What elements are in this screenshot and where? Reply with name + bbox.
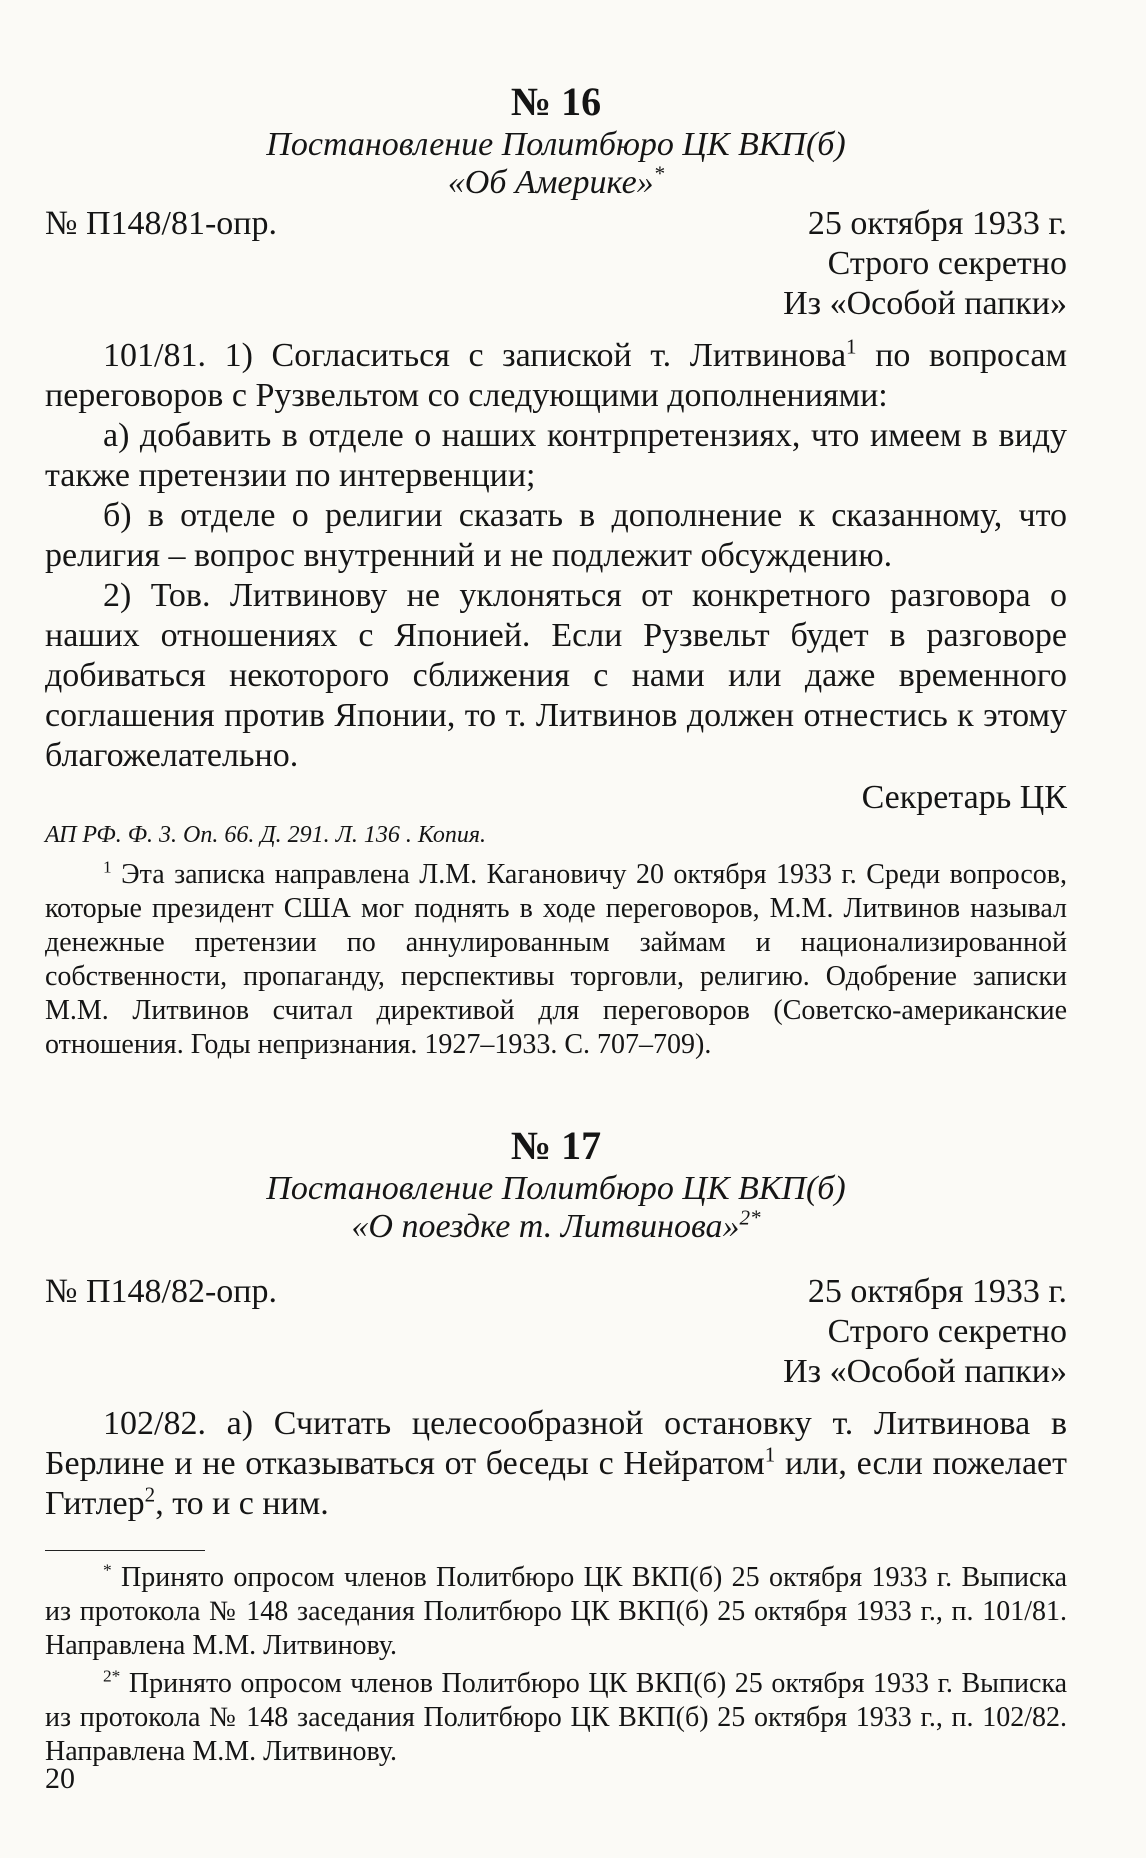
footnote-mark: 1 xyxy=(764,1442,776,1467)
document-number: № 17 xyxy=(510,1123,602,1168)
document-16 xyxy=(45,80,1067,1062)
footnote xyxy=(45,858,1067,1062)
footnote-mark: 2* xyxy=(739,1205,761,1230)
page-content xyxy=(45,80,1067,1769)
title-text: «О поездке т. Литвинова» xyxy=(351,1208,740,1245)
footnote-text: Эта записка направлена Л.М. Кагановичу 20 октября 1933 г. Среди вопросов, которые президент США мог поднять в ходе переговоров, М.М. Литвинов называл денежные претензии по аннулированным займам и национализированной собственности, пропаганду, перспективы торговли, религию. Одобрение записки М.М. Литвинов считал директивой для переговоров (Советско-американские отношения. Годы непризнания. 1927–1933. С. 707–709). xyxy=(45,859,1067,1060)
title-line-1: Постановление Политбюро ЦК ВКП(б) xyxy=(266,1170,846,1207)
paragraph: 2) Тов. Литвинову не уклоняться от конкретного разговора о наших отношениях с Японией. Если Рузвельт будет в разговоре добиваться некоторого сближения с нами или даже временного соглашения против Японии, то т. Литвинов должен отнестись к этому благожелательно. xyxy=(45,577,1067,774)
footnote xyxy=(45,1561,1067,1663)
paragraph: а) добавить в отделе о наших контрпретензиях, что имеем в виду также претензии по интервенции; xyxy=(45,417,1067,494)
footnote-mark: * xyxy=(653,161,665,186)
document-date: 25 октября 1933 г. xyxy=(807,1273,1067,1310)
protocol-number: № П148/82-опр. xyxy=(45,1273,277,1310)
source-folder: Из «Особой папки» xyxy=(783,285,1067,322)
footnote-mark: 2 xyxy=(144,1482,156,1507)
document-title xyxy=(45,1170,1067,1246)
paragraph-text: или, если пожелает Гитлер xyxy=(45,1445,1067,1522)
footnote-mark: 1 xyxy=(846,334,857,359)
signature: Секретарь ЦК xyxy=(861,779,1067,816)
footnote-mark: * xyxy=(103,1560,112,1580)
footnote-separator xyxy=(45,1550,205,1551)
title-text: «Об Америке» xyxy=(447,164,654,201)
paragraph xyxy=(45,1404,1067,1524)
source-folder: Из «Особой папки» xyxy=(783,1353,1067,1390)
paragraph xyxy=(45,336,1067,416)
title-line-1: Постановление Политбюро ЦК ВКП(б) xyxy=(266,126,846,163)
paragraph-text: 102/82. а) Считать целесообразной остановку т. Литвинова в Берлине и не отказываться от беседы с Нейратом xyxy=(45,1405,1067,1482)
page-footnotes xyxy=(45,1561,1067,1769)
protocol-number: № П148/81-опр. xyxy=(45,205,277,242)
footnote-text: Принято опросом членов Политбюро ЦК ВКП(б) 25 октября 1933 г. Выписка из протокола № 148 заседания Политбюро ЦК ВКП(б) 25 октября 1933 г., п. 102/82. Направлена М.М. Литвинову. xyxy=(45,1668,1067,1767)
meta-row xyxy=(45,1272,1067,1312)
archive-reference: АП РФ. Ф. 3. Оп. 66. Д. 291. Л. 136 . Копия. xyxy=(45,822,487,848)
document-date: 25 октября 1933 г. xyxy=(807,205,1067,242)
paragraph: б) в отделе о религии сказать в дополнение к сказанному, что религия – вопрос внутренний и не подлежит обсуждению. xyxy=(45,497,1067,574)
page-number: 20 xyxy=(45,1762,75,1795)
document-title xyxy=(45,126,1067,202)
classification: Строго секретно xyxy=(827,245,1067,282)
document-number: № 16 xyxy=(510,79,602,124)
paragraph-text: 101/81. 1) Согласиться с запиской т. Литвинова xyxy=(103,337,847,374)
footnote xyxy=(45,1667,1067,1769)
meta-row xyxy=(45,204,1067,244)
title-line-2 xyxy=(45,161,1067,202)
document-17 xyxy=(45,1124,1067,1524)
classification: Строго секретно xyxy=(827,1313,1067,1350)
footnote-mark: 2* xyxy=(103,1666,121,1686)
title-line-2 xyxy=(45,1205,1067,1246)
paragraph-text: , то и с ним. xyxy=(155,1485,329,1522)
footnote-text: Принято опросом членов Политбюро ЦК ВКП(б) 25 октября 1933 г. Выписка из протокола № 148 заседания Политбюро ЦК ВКП(б) 25 октября 1933 г., п. 101/81. Направлена М.М. Литвинову. xyxy=(45,1562,1067,1661)
paragraph-text: по вопросам переговоров с Рузвельтом со следующими дополнениями: xyxy=(45,337,1067,414)
footnote-mark: 1 xyxy=(103,857,112,877)
